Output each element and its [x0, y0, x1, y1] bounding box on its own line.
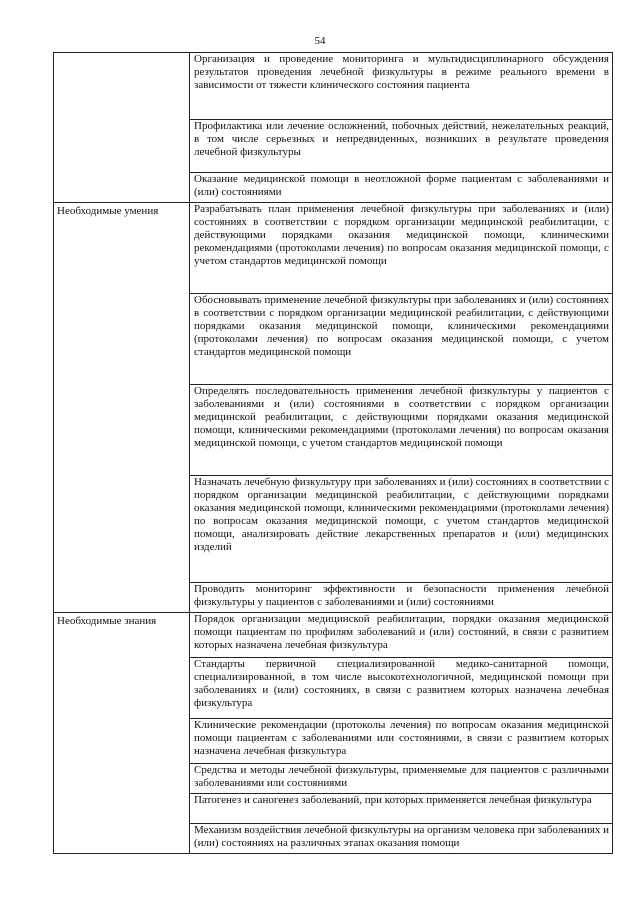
list-item: Стандарты первичной специализированной медико-санитарной помощи, специализированной, в том числе высокотехнологичной, медицинской помощи при заболеваниях и (или) состояниях, в связи с развитием которых назначена лечебная физкультура — [190, 657, 612, 718]
row-label-skills: Необходимые умения — [54, 203, 190, 613]
table-row — [54, 203, 613, 613]
table-row — [54, 613, 613, 854]
list-item: Назначать лечебную физкультуру при заболеваниях и (или) состояниях в соответствии с порядком организации медицинской реабилитации, с действующими порядками оказания медицинской помощи, клиническими рекомендациями (протоколами лечения) по вопросам оказания медицинской помощи, с учетом стандартов медицинской помощи, анализировать действие лекарственных препаратов и (или) медицинских изделий — [190, 475, 612, 582]
list-item: Оказание медицинской помощи в неотложной форме пациентам с заболеваниями и (или) состояниями — [190, 172, 612, 202]
row-content — [190, 203, 613, 613]
list-item: Патогенез и саногенез заболеваний, при которых применяется лечебная физкультура — [190, 793, 612, 823]
row-label-knowledge: Необходимые знания — [54, 613, 190, 854]
page-number: 54 — [314, 35, 326, 47]
list-item: Проводить мониторинг эффективности и безопасности применения лечебной физкультуры у пациентов с заболеваниями и (или) состояниями — [190, 582, 612, 612]
competency-table — [53, 52, 613, 854]
list-item: Механизм воздействия лечебной физкультуры на организм человека при заболеваниях и (или) состояниях на различных этапах оказания помощи — [190, 823, 612, 853]
list-item: Организация и проведение мониторинга и мультидисциплинарного обсуждения результатов проведения лечебной физкультуры в режиме реального времени в зависимости от тяжести клинического состояния пациента — [194, 53, 609, 91]
row-content — [190, 613, 613, 854]
table-row — [54, 53, 613, 203]
row-content — [190, 53, 613, 203]
list-item: Обосновывать применение лечебной физкультуры при заболеваниях и (или) состояниях в соответствии с порядком организации медицинской реабилитации, с действующими порядками оказания медицинской помощи, клиническими рекомендациями (протоколами лечения) по вопросам оказания медицинской помощи, с учетом стандартов медицинской помощи — [190, 293, 612, 384]
list-item: Профилактика или лечение осложнений, побочных действий, нежелательных реакций, в том числе серьезных и непредвиденных, возникших в результате проведения лечебной физкультуры — [190, 119, 612, 172]
list-item: Порядок организации медицинской реабилитации, порядки оказания медицинской помощи пациентам по профилям заболеваний и (или) состояний, в связи с развитием которых назначена лечебная физкультура — [194, 613, 609, 651]
list-item: Разрабатывать план применения лечебной физкультуры при заболеваниях и (или) состояниях в соответствии с порядком организации медицинской реабилитации, с действующими порядками оказания медицинской помощи, клиническими рекомендациями (протоколами лечения) по вопросам оказания медицинской помощи, с учетом стандартов медицинской помощи — [194, 203, 609, 267]
list-item: Определять последовательность применения лечебной физкультуры у пациентов с заболеваниями и (или) состояниями в соответствии с порядком организации медицинской реабилитации, с действующими порядками оказания медицинской помощи, клиническими рекомендациями (протоколами лечения) по вопросам оказания медицинской помощи, с учетом стандартов медицинской помощи — [190, 384, 612, 475]
list-item: Клинические рекомендации (протоколы лечения) по вопросам оказания медицинской помощи пациентам с заболеваниями или состояниями, в связи с развитием которых назначена лечебная физкультура — [190, 718, 612, 763]
list-item: Средства и методы лечебной физкультуры, применяемые для пациентов с различными заболеваниями или состояниями — [190, 763, 612, 793]
row-label — [54, 53, 190, 203]
